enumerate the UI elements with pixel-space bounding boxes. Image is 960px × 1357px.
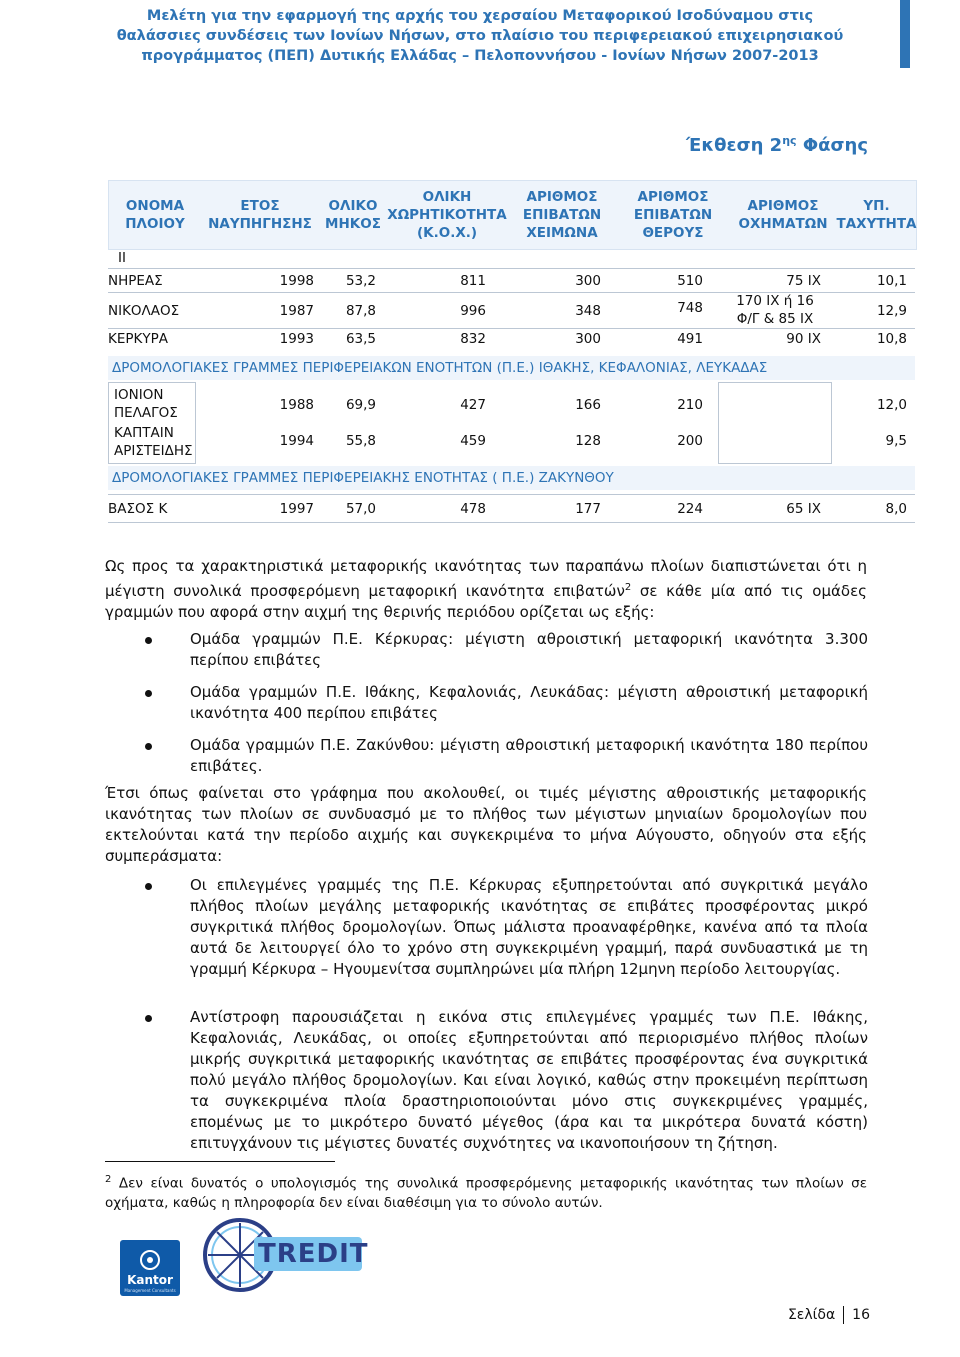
th-ship-name: ΟΝΟΜΑ ΠΛΟΙΟΥ	[125, 198, 185, 232]
header-line-2: θαλάσσιες συνδέσεις των Ιονίων Νήσων, στο πλαίσιο του περιφερειακού επιχειρησιακού	[116, 28, 844, 44]
cell-name-line2: ΠΕΛΑΓΟΣ	[114, 405, 178, 421]
cell-winter: 300	[575, 273, 601, 289]
table-header-row	[108, 180, 917, 250]
cell-winter: 177	[575, 501, 601, 517]
cell-length: 53,2	[345, 273, 376, 289]
kantor-logo: Kantor Management Consultants	[120, 1240, 180, 1296]
list-item: Ομάδα γραμμών Π.Ε. Ζακύνθου: μέγιστη αθροιστική μεταφορική ικανότητα 180 περίπου επιβάτες.	[190, 736, 868, 775]
cell-name: ΚΑΠΤΑΙΝ	[114, 425, 174, 441]
cell-winter: 348	[575, 303, 601, 319]
cell-winter: 166	[575, 397, 601, 413]
cell-gt: 478	[460, 501, 486, 517]
report-title-tail: Φάσης	[796, 135, 868, 156]
cell-speed: 10,1	[876, 273, 907, 289]
cell-length: 87,8	[345, 303, 376, 319]
list-item: Ομάδα γραμμών Π.Ε. Ιθάκης, Κεφαλονιάς, Λευκάδας: μέγιστη αθροιστική μεταφορική ικανότητα 400 περίπου επιβάτες	[190, 683, 868, 722]
list-item: Ομάδα γραμμών Π.Ε. Κέρκυρας: μέγιστη αθροιστική μεταφορική ικανότητα 3.300 περίπου επιβάτες	[190, 630, 868, 669]
page-footer	[788, 1306, 870, 1324]
table-divider	[108, 494, 915, 495]
cell-name: ΚΕΡΚΥΡΑ	[108, 331, 168, 347]
cell-length: 57,0	[345, 501, 376, 517]
cell-speed: 12,0	[876, 397, 907, 413]
list-item: Οι επιλεγμένες γραμμές της Π.Ε. Κέρκυρας εξυπηρετούνται από συγκριτικά μεγάλο πλήθος πλοίων μεγάλης μεταφορικής ικανότητας σε επιβάτες προσφέροντας μικρό συγκριτικά πλήθος δρομολογίων. Όπως μάλιστα προαναφέρθηκε, κανένα από τα πλοία αυτά δε λειτουργεί όλο το χρόνο στη συγκεκριμένη γραμμή, παρά συνδυαστικά με τη γραμμή Κέρκυρα – Ηγουμενίτσα συμπληρώνει μία πλήρη 12μηνη περίοδο λειτουργίας.	[190, 876, 868, 978]
cell-year: 1994	[279, 433, 314, 449]
page-number: 16	[852, 1307, 870, 1323]
bullet-dot	[145, 1015, 152, 1022]
footer-separator	[843, 1306, 844, 1324]
cell-winter: 128	[575, 433, 601, 449]
cell-year: 1987	[279, 303, 314, 319]
cell-gt: 996	[460, 303, 486, 319]
cell-gt: 427	[460, 397, 486, 413]
cell-vehicles: 170 ΙΧ ή 16	[736, 293, 814, 309]
intro-paragraph: Ως προς τα χαρακτηριστικά μεταφορικής ικανότητας των παραπάνω πλοίων διαπιστώνεται ότι η μέγιστη συνολικά προσφερόμενη μεταφορική ικανότητα επιβατών$^2$ σε κάθε μία από τις ομάδες γραμμών που αφορά στην αιχμή της θερινής περιόδου ορίζεται ως εξής:	[105, 557, 867, 621]
th-year: ΕΤΟΣ ΝΑΥΠΗΓΗΣΗΣ	[208, 198, 312, 232]
page-label: Σελίδα	[787, 1307, 836, 1323]
conclusions-paragraph: Έτσι όπως φαίνεται στο γράφημα που ακολουθεί, οι τιμές μέγιστης αθροιστικής μεταφορικής ικανότητας των πλοίων σε συνδυασμό με το πλήθος των μέγιστων μηνιαίων δρομολογίων που εκτελούνται κατά την περίοδο αιχμής και συγκεκριμένα το μήνα Αύγουστο, οδηγούν στα εξής συμπεράσματα:	[105, 784, 867, 865]
cell-speed: 9,5	[885, 433, 907, 449]
cell-speed: 12,9	[876, 303, 907, 319]
table-stray-mark: ΙΙ	[118, 250, 126, 266]
cell-vehicles: 90 ΙΧ	[786, 331, 821, 347]
cell-name-line2: ΑΡΙΣΤΕΙΔΗΣ	[114, 443, 193, 459]
cell-length: 63,5	[345, 331, 376, 347]
cell-year: 1998	[279, 273, 314, 289]
cell-vehicles: 75 ΙΧ	[786, 273, 821, 289]
header-line-3: προγράμματος (ΠΕΠ) Δυτικής Ελλάδας – Πελοποννήσου - Ιονίων Νήσων 2007-2013	[141, 48, 819, 64]
th-capacity: ΟΛΙΚΗ ΧΩΡΗΤΙΚΟΤΗΤΑ (Κ.Ο.Χ.)	[387, 189, 507, 241]
th-length: ΟΛΙΚΟ ΜΗΚΟΣ	[325, 198, 381, 232]
cell-year: 1993	[279, 331, 314, 347]
th-winter-passengers: ΑΡΙΘΜΟΣ ΕΠΙΒΑΤΩΝ ΧΕΙΜΩΝΑ	[522, 189, 602, 241]
table-divider	[108, 328, 915, 329]
cell-summer: 510	[677, 273, 703, 289]
cell-summer: 491	[677, 331, 703, 347]
th-speed: ΥΠ. ΤΑΧΥΤΗΤΑ	[836, 198, 917, 232]
cell-year: 1988	[279, 397, 314, 413]
cell-name: ΒΑΣΟΣ Κ	[108, 501, 168, 517]
cell-vehicles: 65 ΙΧ	[786, 501, 821, 517]
cell-name: ΝΙΚΟΛΑΟΣ	[108, 303, 180, 319]
cell-name: ΙΟΝΙΟΝ	[114, 387, 164, 403]
bullet-dot	[145, 883, 152, 890]
cell-length: 69,9	[345, 397, 376, 413]
section-heading-ionian: ΔΡΟΜΟΛΟΓΙΑΚΕΣ ΓΡΑΜΜΕΣ ΠΕΡΙΦΕΡΕΙΑΚΩΝ ΕΝΟΤΗΤΩΝ (Π.Ε.) ΙΘΑΚΗΣ, ΚΕΦΑΛΟΝΙΑΣ, ΛΕΥΚΑΔΑΣ	[108, 356, 915, 380]
section-heading-zakynthos: ΔΡΟΜΟΛΟΓΙΑΚΕΣ ΓΡΑΜΜΕΣ ΠΕΡΙΦΕΡΕΙΑΚΗΣ ΕΝΟΤΗΤΑΣ ( Π.Ε.) ΖΑΚΥΝΘΟΥ	[108, 466, 915, 490]
cell-gt: 459	[460, 433, 486, 449]
kantor-mark-icon	[120, 1242, 180, 1276]
cell-speed: 10,8	[876, 331, 907, 347]
bullet-dot	[145, 743, 152, 750]
table-divider	[108, 268, 915, 269]
cell-summer: 200	[677, 433, 703, 449]
cell-summer: 210	[677, 397, 703, 413]
cell-name: ΝΗΡΕΑΣ	[108, 273, 163, 289]
cell-length: 55,8	[345, 433, 376, 449]
tredit-logo: TREDIT	[200, 1215, 364, 1295]
th-summer-passengers: ΑΡΙΘΜΟΣ ΕΠΙΒΑΤΩΝ ΘΕΡΟΥΣ	[633, 189, 713, 241]
cell-winter: 300	[575, 331, 601, 347]
document-header	[0, 6, 960, 66]
footnote-separator	[105, 1161, 335, 1162]
report-title-text: Έκθεση 2	[686, 135, 783, 156]
cell-summer: 748	[677, 300, 703, 316]
report-title-sup: ης	[782, 134, 797, 147]
table-divider	[108, 522, 915, 523]
cell-year: 1997	[279, 501, 314, 517]
report-title	[686, 134, 868, 156]
cell-vehicles-line2: Φ/Γ & 85 ΙΧ	[736, 311, 814, 327]
cell-gt: 832	[460, 331, 486, 347]
cell-summer: 224	[677, 501, 703, 517]
bullet-dot	[145, 637, 152, 644]
th-vehicles: ΑΡΙΘΜΟΣ ΟΧΗΜΑΤΩΝ	[738, 198, 828, 232]
cell-gt: 811	[460, 273, 486, 289]
cell-speed: 8,0	[885, 501, 907, 517]
bullet-dot	[145, 690, 152, 697]
list-item: Αντίστροφη παρουσιάζεται η εικόνα στις επιλεγμένες γραμμές των Π.Ε. Ιθάκης, Κεφαλονιάς, Λευκάδας, οι οποίες εξυπηρετούνται από περιορισμένο πλήθος πλοίων μικρής συγκριτικά μεταφορικής ικανότητας σε επιβάτες προσφέροντας ένα συγκριτικά πολύ μεγάλο πλήθος δρομολογίων. Και είναι λογικό, καθώς στην προκειμένη περίπτωση τα συγκεκριμένα πλοία δραστηριοποιούνται μόνο στις συγκεκριμένες γραμμές, επομένως με το μικρότερο δυνατό μέγεθος (άρα και τα μικρότερα δυνατά κόστη) επιτυγχάνουν τις μέγιστες δυνατές συχνότητες να ικανοποιήσουν τη ζήτηση.	[190, 1008, 868, 1152]
header-side-bar	[900, 0, 910, 68]
footnote: $^2$ Δεν είναι δυνατός ο υπολογισμός της συνολικά προσφερόμενης μεταφορικής ικανότητας των πλοίων σε οχήματα, καθώς η πληροφορία δεν είναι διαθέσιμη για το σύνολο αυτών.	[105, 1174, 867, 1211]
vehicles-cell-box	[718, 382, 832, 464]
header-line-1: Μελέτη για την εφαρμογή της αρχής του χερσαίου Μεταφορικού Ισοδύναμου στις	[146, 8, 814, 24]
footnote-ref: 2	[624, 582, 632, 593]
